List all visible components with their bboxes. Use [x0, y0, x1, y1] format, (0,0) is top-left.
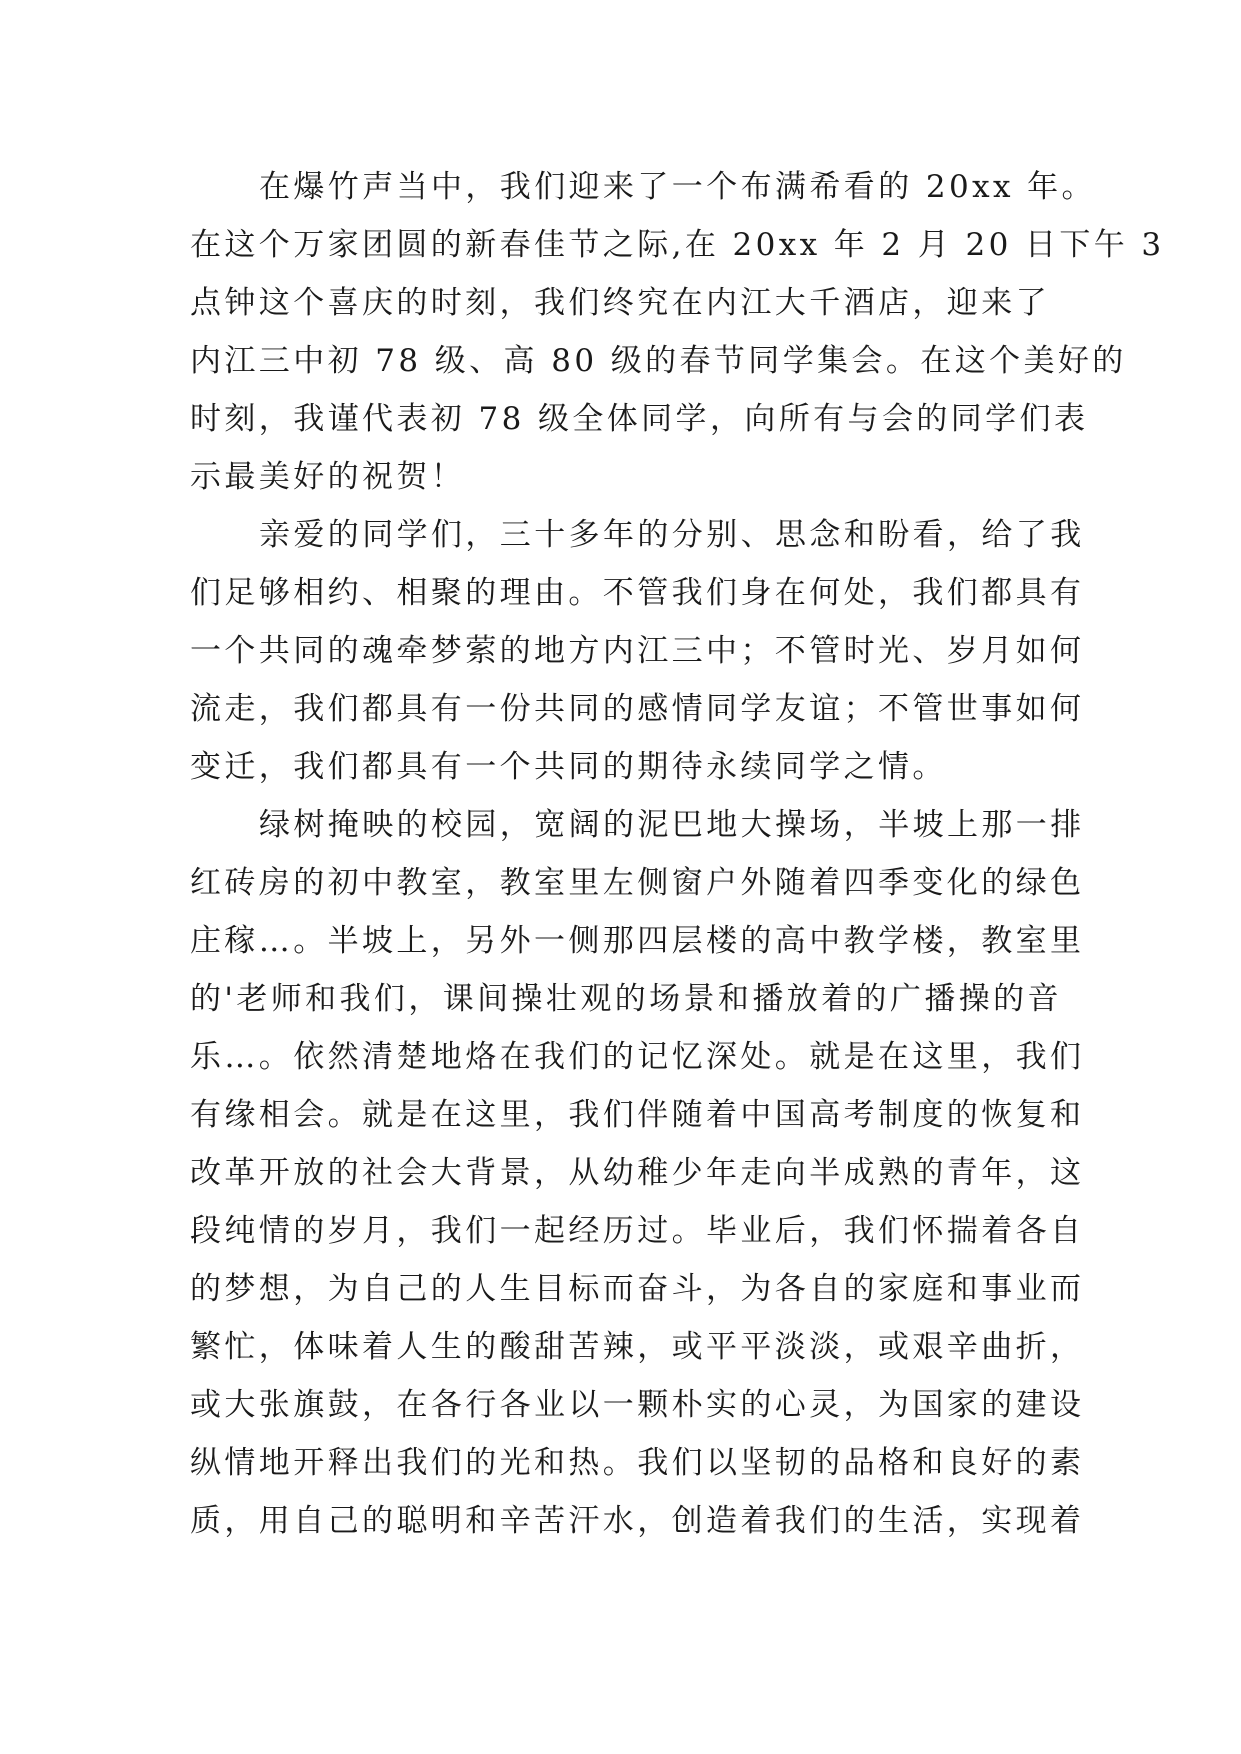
text-line: 在这个万家团圆的新春佳节之际,在 20xx 年 2 月 20 日下午 3 — [190, 227, 1165, 263]
text-line: 繁忙，体味着人生的酸甜苦辣，或平平淡淡，或艰辛曲折， — [190, 1329, 1085, 1365]
text-line: 内江三中初 78 级、高 80 级的春节同学集会。在这个美好的 — [190, 343, 1127, 379]
paragraph — [190, 158, 1165, 506]
text-line: 在爆竹声当中，我们迎来了一个布满希看的 20xx 年。 — [259, 169, 1096, 205]
text-line: 段纯情的岁月，我们一起经历过。毕业后，我们怀揣着各自 — [190, 1213, 1085, 1249]
text-line: 质，用自己的聪明和辛苦汗水，创造着我们的生活，实现着 — [190, 1503, 1085, 1539]
text-line: 示最美好的祝贺！ — [190, 459, 466, 495]
text-line: 亲爱的同学们，三十多年的分别、思念和盼看，给了我 — [259, 517, 1085, 553]
text-line: 有缘相会。就是在这里，我们伴随着中国高考制度的恢复和 — [190, 1097, 1085, 1133]
body-text — [190, 158, 1165, 1550]
text-line: 红砖房的初中教室，教室里左侧窗户外随着四季变化的绿色 — [190, 865, 1085, 901]
text-line: 变迁，我们都具有一个共同的期待永续同学之情。 — [190, 749, 947, 785]
text-line: 的'老师和我们，课间操壮观的场景和播放着的广播操的音 — [190, 981, 1062, 1017]
text-line: 改革开放的社会大背景，从幼稚少年走向半成熟的青年，这 — [190, 1155, 1085, 1191]
text-line: 们足够相约、相聚的理由。不管我们身在何处，我们都具有 — [190, 575, 1085, 611]
text-line: 庄稼…。半坡上，另外一侧那四层楼的高中教学楼，教室里 — [190, 923, 1085, 959]
text-line: 乐…。依然清楚地烙在我们的记忆深处。就是在这里，我们 — [190, 1039, 1085, 1075]
text-line: 或大张旗鼓，在各行各业以一颗朴实的心灵，为国家的建设 — [190, 1387, 1085, 1423]
text-line: 纵情地开释出我们的光和热。我们以坚韧的品格和良好的素 — [190, 1445, 1085, 1481]
text-line: 时刻，我谨代表初 78 级全体同学，向所有与会的同学们表 — [190, 401, 1089, 437]
text-line: 一个共同的魂牵梦萦的地方内江三中；不管时光、岁月如何 — [190, 633, 1085, 669]
text-line: 点钟这个喜庆的时刻，我们终究在内江大千酒店，迎来了 — [190, 285, 1050, 321]
text-line: 流走，我们都具有一份共同的感情同学友谊；不管世事如何 — [190, 691, 1085, 727]
paragraph — [190, 796, 1085, 1550]
paragraph — [190, 506, 1085, 796]
text-line: 绿树掩映的校园，宽阔的泥巴地大操场，半坡上那一排 — [259, 807, 1085, 843]
text-line: 的梦想，为自己的人生目标而奋斗，为各自的家庭和事业而 — [190, 1271, 1085, 1307]
